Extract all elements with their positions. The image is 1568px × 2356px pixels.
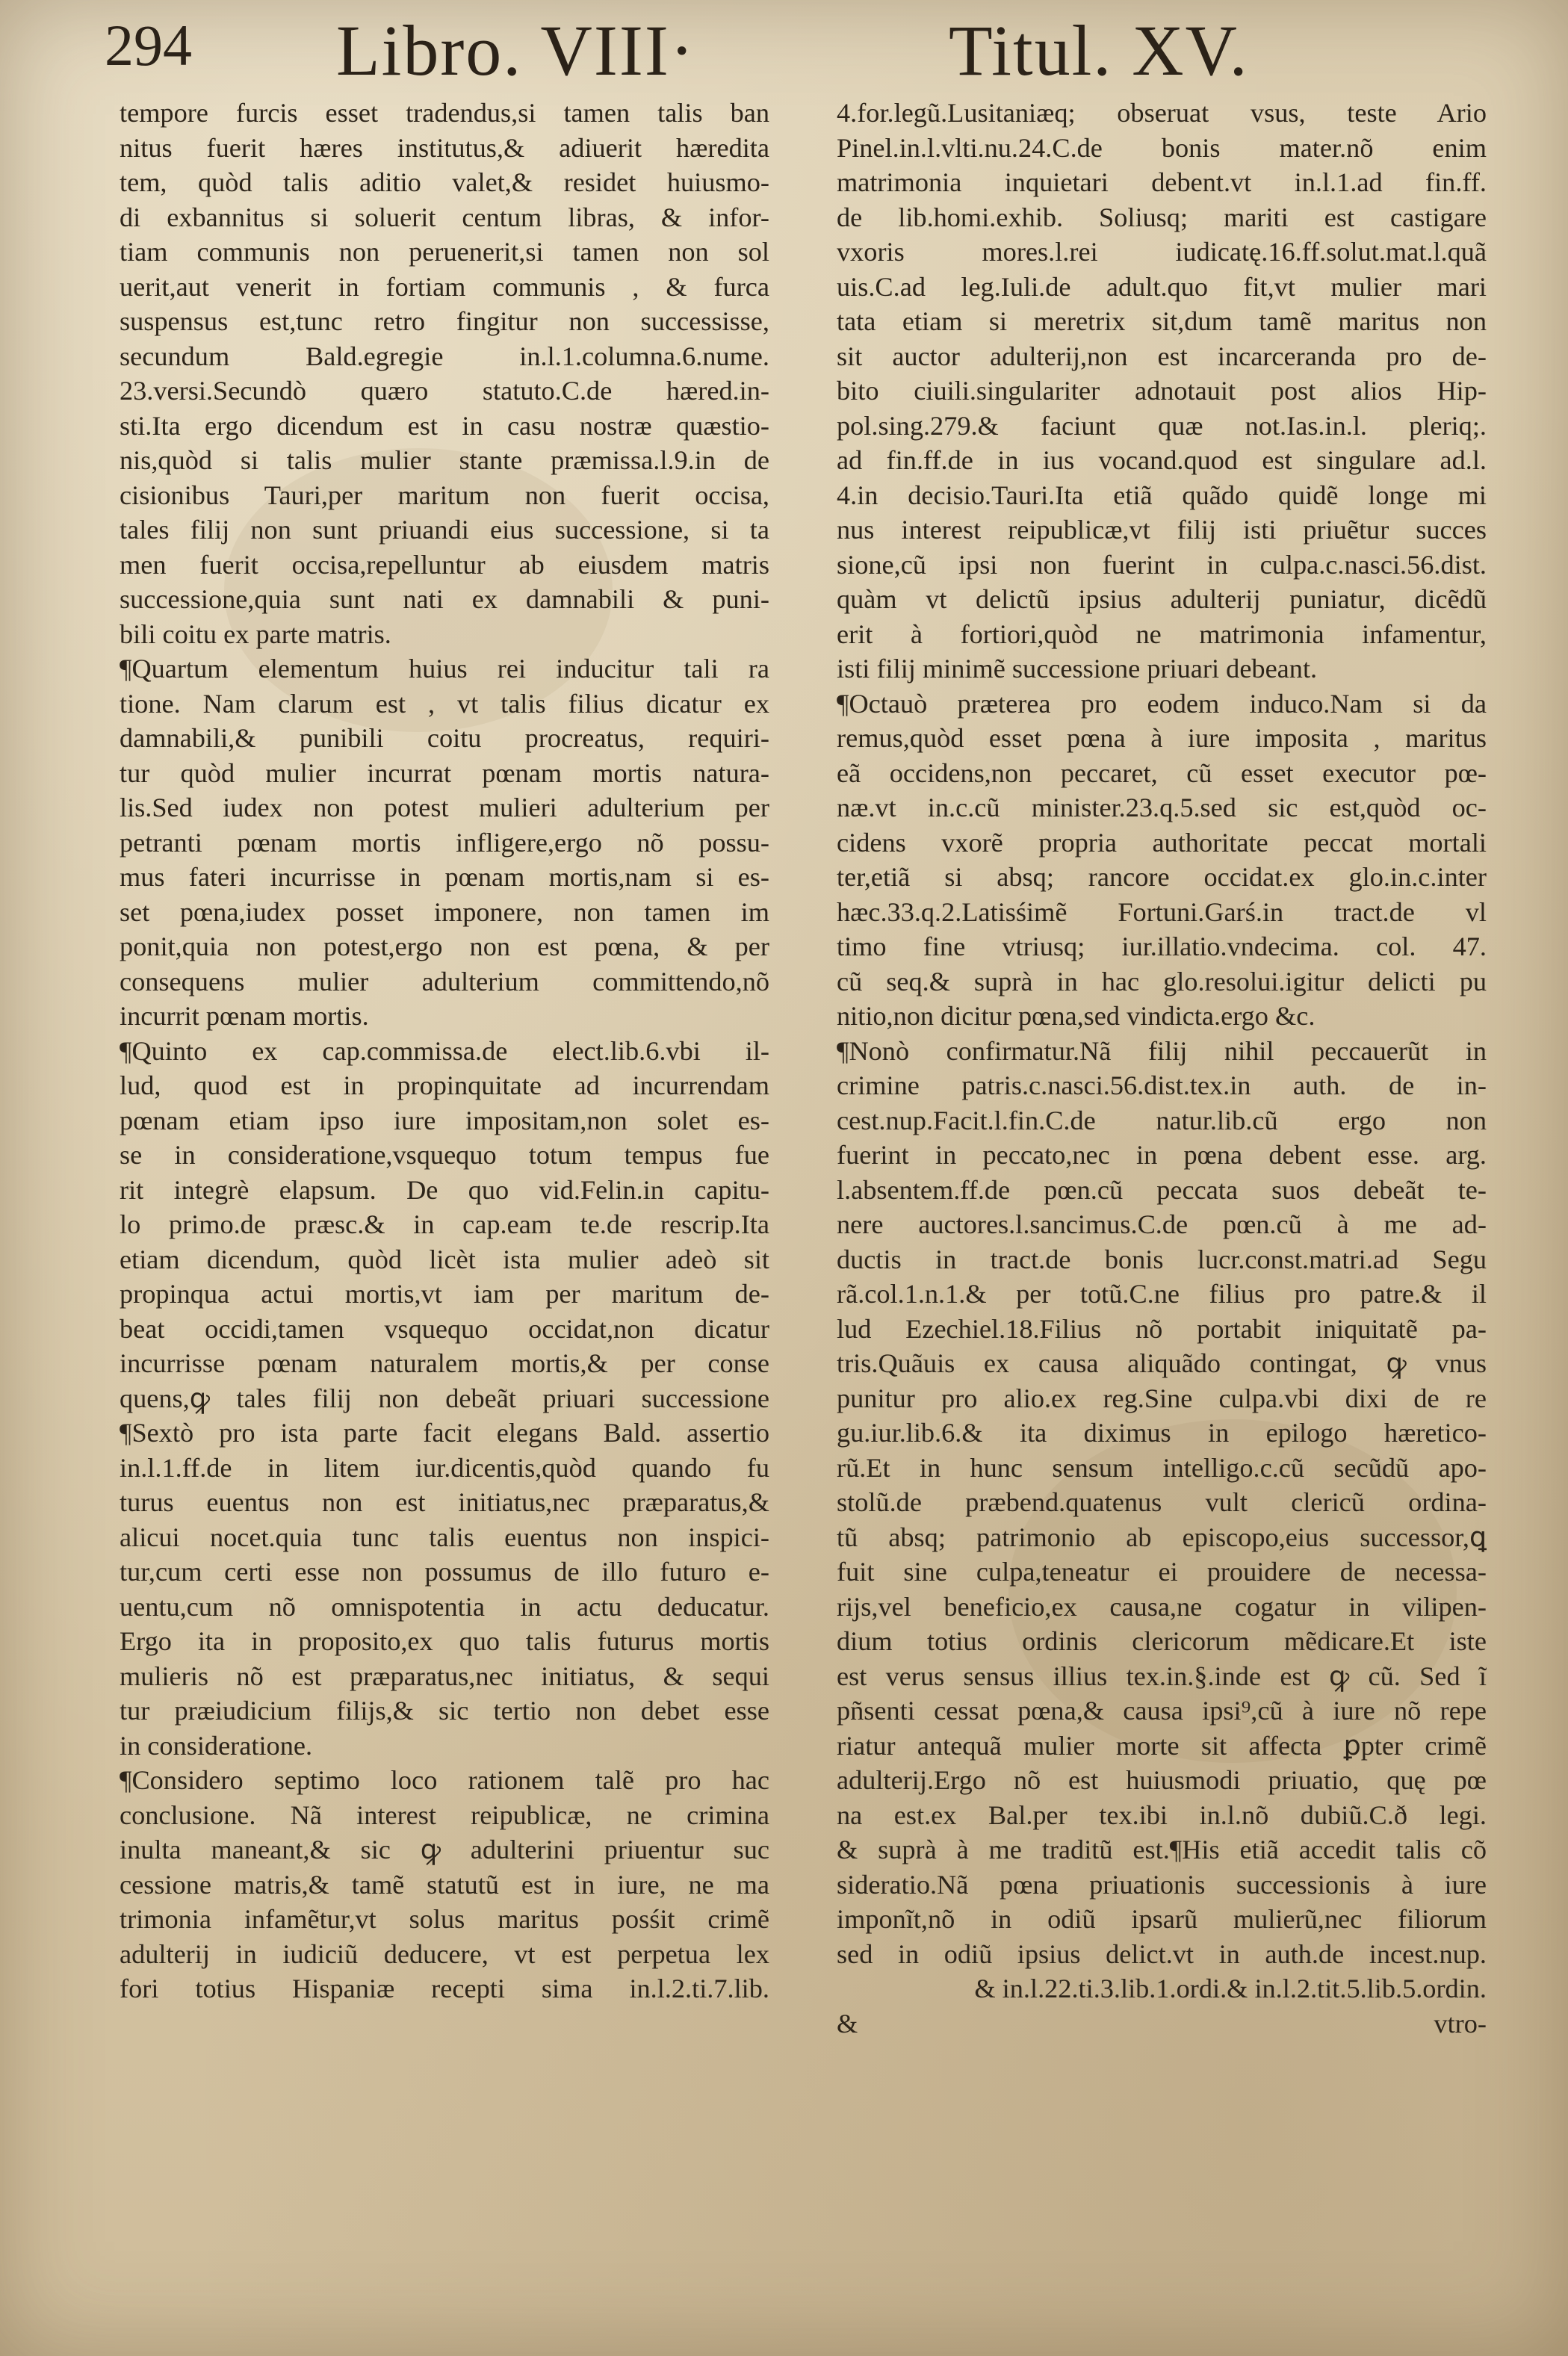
text-line: in.l.1.ff.de in litem iur.dicentis,quòd quando fu: [120, 1452, 769, 1483]
text-line: sit auctor adulterij,non est incarceranda pro de-: [837, 341, 1487, 371]
text-line: stolũ.de præbend.quatenus vult clericũ ordina-: [837, 1487, 1487, 1517]
text-line: quàm vt delictũ ipsius adulterij puniatur, dicẽdũ: [837, 584, 1487, 614]
text-line: cessione matris,& tamẽ statutũ est in iure, ne ma: [120, 1869, 769, 1900]
text-line: punitur pro alio.ex reg.Sine culpa.vbi dixi de re: [837, 1383, 1487, 1413]
text-line: ¶Octauò præterea pro eodem induco.Nam si da: [837, 688, 1487, 719]
text-line: sti.Ita ergo dicendum est in casu nostræ quæstio-: [120, 410, 769, 441]
text-line: ad fin.ff.de in ius vocand.quod est singulare ad.l.: [837, 445, 1487, 475]
text-line: imponĩt,nõ in odiũ ipsarũ mulierũ,nec filiorum: [837, 1904, 1487, 1934]
text-line: set pœna,iudex posset imponere, non tamen im: [120, 896, 769, 927]
text-line: tris.Quãuis ex causa aliquãdo contingat, ꝙ vnus: [837, 1348, 1487, 1378]
text-line: tata etiam si meretrix sit,dum tamẽ maritus non: [837, 306, 1487, 336]
text-line: de lib.homi.exhib. Soliusq; mariti est castigare: [837, 202, 1487, 232]
text-line: cisionibus Tauri,per maritum non fuerit occisa,: [120, 480, 769, 510]
text-line: rã.col.1.n.1.& per totũ.C.ne filius pro patre.& il: [837, 1279, 1487, 1309]
text-line: næ.vt in.c.cũ minister.23.q.5.sed sic est,quòd oc-: [837, 793, 1487, 822]
text-line: isti filij minimẽ successione priuari debeant.: [837, 654, 1318, 683]
text-line: crimine patris.c.nasci.56.dist.tex.in auth. de in-: [837, 1070, 1487, 1100]
text-line: turus euentus non est initiatus,nec præparatus,&: [120, 1487, 769, 1517]
text-line: pñsenti cessat pœna,& causa ipsi⁹,cũ à iure nõ repe: [837, 1696, 1487, 1726]
text-line: quens,ꝙ tales filij non debeãt priuari successione: [120, 1383, 769, 1413]
text-line: se in consideratione,vsquequo totum tempus fue: [120, 1140, 769, 1170]
text-line: & vtro-: [837, 2008, 1487, 2039]
text-line: nis,quòd si talis mulier stante præmissa.l.9.in de: [120, 445, 769, 475]
text-line: cidens vxorẽ propria authoritate peccat mortali: [837, 827, 1487, 858]
text-line: uentu,cum nõ omnispotentia in actu deducatur.: [120, 1591, 769, 1622]
text-line: matrimonia inquietari debent.vt in.l.1.ad fin.ff.: [837, 167, 1487, 197]
text-line: tione. Nam clarum est , vt talis filius dicatur ex: [120, 688, 769, 719]
text-line: ¶Quinto ex cap.commissa.de elect.lib.6.vbi il-: [120, 1035, 769, 1066]
text-line: cest.nup.Facit.l.fin.C.de natur.lib.cũ ergo non: [837, 1105, 1487, 1135]
text-line: erit à fortiori,quòd ne matrimonia infamentur,: [837, 619, 1487, 649]
text-line: lud Ezechiel.18.Filius nõ portabit iniquitatẽ pa-: [837, 1313, 1487, 1344]
text-line: 4.in decisio.Tauri.Ita etiã quãdo quidẽ longe mi: [837, 480, 1487, 510]
page-header: [0, 0, 1568, 90]
text-line: tem, quòd talis aditio valet,& residet huiusmo-: [120, 167, 769, 197]
text-line: secundum Bald.egregie in.l.1.columna.6.nume.: [120, 341, 769, 371]
text-line: inulta maneant,& sic ꝙ adulterini priuentur suc: [120, 1835, 769, 1864]
text-line: sione,cũ ipsi non fuerint in culpa.c.nasci.56.dist.: [837, 549, 1487, 580]
text-line: in consideratione.: [120, 1730, 313, 1761]
text-line: pœnam etiam ipso iure impositam,non solet es-: [120, 1105, 769, 1135]
text-line: vxoris mores.l.rei iudicatę.16.ff.solut.mat.l.quã: [837, 237, 1487, 267]
text-line: petranti pœnam mortis infligere,ergo nõ possu-: [120, 827, 769, 858]
text-line: tur,cum certi esse non possumus de illo futuro e-: [120, 1557, 769, 1587]
text-line: lo primo.de præsc.& in cap.eam te.de rescrip.Ita: [120, 1209, 769, 1239]
text-line: lud, quod est in propinquitate ad incurrendam: [120, 1070, 769, 1100]
text-line: adulterij in iudiciũ deducere, vt est perpetua lex: [120, 1938, 769, 1969]
text-line: tales filij non sunt priuandi eius successione, si ta: [120, 515, 769, 545]
text-line: incurrisse pœnam naturalem mortis,& per conse: [120, 1348, 769, 1378]
text-line: consequens mulier adulterium committendo,nõ: [120, 966, 769, 996]
text-line: nitio,non dicitur pœna,sed vindicta.ergo &c.: [837, 1001, 1316, 1031]
text-line: 4.for.legũ.Lusitaniæq; obseruat vsus, teste Ario: [837, 98, 1487, 128]
text-line: tur præiudicium filijs,& sic tertio non debet esse: [120, 1696, 769, 1726]
text-line: nere auctores.l.sancimus.C.de pœn.cũ à me ad-: [837, 1209, 1487, 1239]
text-line: fori totius Hispaniæ recepti sima in.l.2.ti.7.lib.: [120, 1974, 769, 2003]
text-line: ¶Quartum elementum huius rei inducitur tali ra: [120, 654, 769, 683]
text-line: ductis in tract.de bonis lucr.const.matri.ad Segu: [837, 1244, 1487, 1274]
text-line: propinqua actui mortis,vt iam per maritum de-: [120, 1279, 769, 1309]
text-column-left: [120, 96, 769, 2006]
text-line: est verus sensus illius tex.in.§.inde est ꝙ cũ. Sed ĩ: [837, 1661, 1487, 1691]
text-line: damnabili,& punibili coitu procreatus, requiri-: [120, 723, 769, 753]
text-line: tũ absq; patrimonio ab episcopo,eius successor,ꝗ: [837, 1522, 1487, 1552]
text-line: fuit sine culpa,teneatur ei prouidere de necessa-: [837, 1557, 1487, 1587]
text-line: Pinel.in.l.vlti.nu.24.C.de bonis mater.nõ enim: [837, 132, 1487, 163]
text-line: incurrit pœnam mortis.: [120, 1001, 369, 1031]
text-line: ponit,quia non potest,ergo non est pœna, & per: [120, 931, 769, 961]
text-line: ¶Nonò confirmatur.Nã filij nihil peccauerũt in: [837, 1035, 1487, 1066]
text-line: ter,etiã si absq; rancore occidat.ex glo.in.c.inter: [837, 862, 1487, 892]
text-line: tempore furcis esset tradendus,si tamen talis ban: [120, 98, 769, 128]
text-line: alicui nocet.quia tunc talis euentus non inspici-: [120, 1522, 769, 1552]
text-line: timo fine vtriusq; iur.illatio.vndecima. col. 47.: [837, 931, 1487, 961]
text-line: rũ.Et in hunc sensum intelligo.c.cũ secũdũ apo-: [837, 1452, 1487, 1483]
text-line: suspensus est,tunc retro fingitur non successisse,: [120, 306, 769, 336]
text-line: mulieris nõ est præparatus,nec initiatus, & sequi: [120, 1661, 769, 1691]
text-line: ¶Considero septimo loco rationem talẽ pro hac: [120, 1765, 769, 1795]
text-line: cũ seq.& suprà in hac glo.resolui.igitur delicti pu: [837, 966, 1487, 996]
text-line: di exbannitus si soluerit centum libras, & infor-: [120, 202, 769, 232]
text-line: nitus fuerit hæres institutus,& adiuerit hæredita: [120, 132, 769, 163]
text-line: tiam communis non peruenerit,si tamen non sol: [120, 237, 769, 267]
text-line: l.absentem.ff.de pœn.cũ peccata suos debeãt te-: [837, 1174, 1487, 1205]
text-line: riatur antequã mulier morte sit affecta ꝑpter crimẽ: [837, 1730, 1487, 1761]
text-line: hæc.33.q.2.Latisśimẽ Fortuni.Garś.in tract.de vl: [837, 896, 1487, 927]
text-line: successione,quia sunt nati ex damnabili & puni-: [120, 584, 769, 614]
text-line: dium totius ordinis clericorum mẽdicare.Et iste: [837, 1626, 1487, 1656]
text-line: bili coitu ex parte matris.: [120, 619, 391, 649]
text-line: pol.sing.279.& faciunt quæ not.Ias.in.l. pleriq;.: [837, 410, 1487, 441]
text-line: eã occidens,non peccaret, cũ esset executor pœ-: [837, 757, 1487, 788]
text-line: 23.versi.Secundò quæro statuto.C.de hæred.in-: [120, 376, 769, 406]
text-line: etiam dicendum, quòd licèt ista mulier adeò sit: [120, 1244, 769, 1274]
text-line: nus interest reipublicæ,vt filij isti priuẽtur succes: [837, 515, 1487, 545]
running-title-title: Titul. XV.: [949, 10, 1249, 90]
text-line: na est.ex Bal.per tex.ibi in.l.nõ dubiũ.C.ð legi.: [837, 1799, 1487, 1830]
text-line: & suprà à me traditũ est.¶His etiã accedit talis cõ: [837, 1835, 1487, 1864]
text-line: adulterij.Ergo nõ est huiusmodi priuatio, quę pœ: [837, 1765, 1487, 1795]
text-line: sed in odiũ ipsius delict.vt in auth.de incest.nup.: [837, 1938, 1487, 1969]
text-line: ¶Sextò pro ista parte facit elegans Bald. assertio: [120, 1418, 769, 1448]
text-line: remus,quòd esset pœna à iure imposita , maritus: [837, 723, 1487, 753]
text-line: beat occidi,tamen vsquequo occidat,non dicatur: [120, 1313, 769, 1344]
text-column-right: [837, 96, 1487, 2041]
text-line: bito ciuili.singulariter adnotauit post alios Hip-: [837, 376, 1487, 406]
text-line: Ergo ita in proposito,ex quo talis futurus mortis: [120, 1626, 769, 1656]
text-line: conclusione. Nã interest reipublicæ, ne crimina: [120, 1799, 769, 1830]
text-line: tur quòd mulier incurrat pœnam mortis natura-: [120, 757, 769, 788]
text-line: men fuerit occisa,repelluntur ab eiusdem matris: [120, 549, 769, 580]
text-line: rit integrè elapsum. De quo vid.Felin.in capitu-: [120, 1174, 769, 1205]
text-line: sideratio.Nã pœna priuationis successionis à iure: [837, 1869, 1487, 1900]
text-line: uerit,aut venerit in fortiam communis , & furca: [120, 271, 769, 302]
text-line: & in.l.22.ti.3.lib.1.ordi.& in.l.2.tit.5.lib.5.ordin.: [974, 1974, 1487, 2003]
text-line: rijs,vel beneficio,ex causa,ne cogatur in vilipen-: [837, 1591, 1487, 1622]
text-line: trimonia infamẽtur,vt solus maritus posśit crimẽ: [120, 1904, 769, 1934]
page-number: 294: [105, 13, 192, 78]
text-line: uis.C.ad leg.Iuli.de adult.quo fit,vt mulier mari: [837, 271, 1487, 302]
text-line: lis.Sed iudex non potest mulieri adulterium per: [120, 793, 769, 822]
running-title-book: Libro. VIII·: [336, 10, 695, 90]
text-line: mus fateri incurrisse in pœnam mortis,nam si es-: [120, 862, 769, 892]
text-line: gu.iur.lib.6.& ita diximus in epilogo hæretico-: [837, 1418, 1487, 1448]
text-line: fuerint in peccato,nec in pœna debent esse. arg.: [837, 1140, 1487, 1170]
